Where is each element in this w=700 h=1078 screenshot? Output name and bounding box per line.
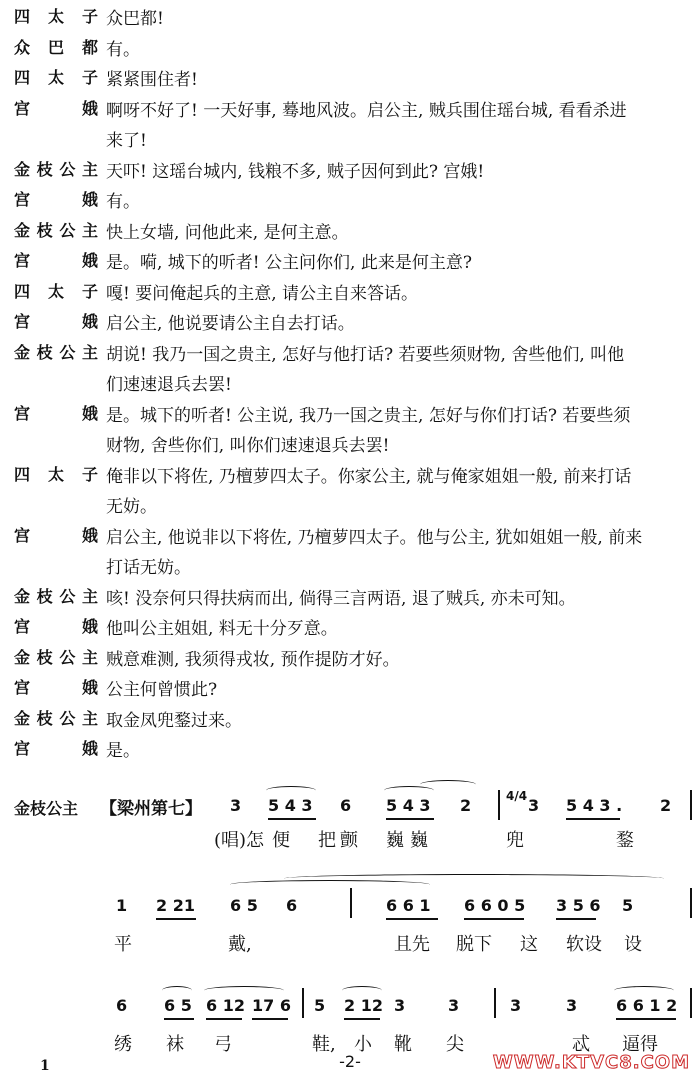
bar-line bbox=[690, 888, 692, 918]
score-qupai: 【梁州第七】 bbox=[100, 799, 202, 819]
speaker-name: 宫 娥 bbox=[14, 525, 98, 545]
score-singer: 金枝公主 bbox=[14, 799, 79, 818]
beam bbox=[556, 918, 596, 920]
lyric: 把 bbox=[318, 830, 336, 851]
lyric: 这 bbox=[520, 934, 538, 955]
speaker-name: 金 枝 公 主 bbox=[14, 159, 98, 179]
dialogue-text: 有。 bbox=[106, 39, 140, 60]
speaker-name: 宫 娥 bbox=[14, 251, 98, 270]
score-note: 3 bbox=[230, 796, 242, 815]
score-note: 3 bbox=[510, 996, 522, 1015]
slur bbox=[284, 874, 664, 883]
score-note: 6 6 0 5 bbox=[464, 896, 526, 915]
lyric: 平 bbox=[114, 934, 132, 955]
score-note: 3 bbox=[566, 996, 578, 1015]
speaker-name: 宫 娥 bbox=[14, 678, 98, 697]
dialogue-text: 有。 bbox=[106, 192, 140, 212]
score-note: 3 5 6 bbox=[556, 896, 601, 915]
bar-line bbox=[302, 988, 304, 1018]
dialogue-text: 紧紧围住者! bbox=[106, 70, 198, 90]
speaker-name: 金 枝 公 主 bbox=[14, 586, 98, 606]
bar-line bbox=[494, 988, 496, 1018]
score-note: 2 21 bbox=[156, 896, 195, 915]
score-note: 3 bbox=[528, 796, 540, 815]
score-note: 6 bbox=[286, 896, 298, 915]
dialogue-text: 嘎! 要问俺起兵的主意, 请公主自来答话。 bbox=[106, 283, 419, 304]
dialogue-text: 快上女墙, 问他此来, 是何主意。 bbox=[106, 222, 349, 243]
bar-line bbox=[690, 790, 692, 820]
score-note: 2 bbox=[460, 796, 472, 815]
speaker-name: 四 太 子 bbox=[14, 464, 98, 484]
score-note: 2 12 bbox=[344, 996, 383, 1015]
speaker-name: 宫 娥 bbox=[14, 312, 98, 331]
lyric: 弓 bbox=[214, 1034, 232, 1055]
dialogue-text: 无妨。 bbox=[106, 497, 157, 517]
score-note: 6 6 1 2 bbox=[616, 996, 678, 1015]
time-signature: 4/4 bbox=[506, 789, 528, 803]
dialogue-text: 众巴都! bbox=[106, 9, 164, 29]
beam bbox=[616, 1018, 676, 1020]
music-score bbox=[0, 760, 700, 1060]
dialogue-text: 启公主, 他说非以下将佐, 乃檀萝四太子。他与公主, 犹如姐姐一般, 前来 bbox=[106, 527, 643, 548]
beam bbox=[164, 1018, 194, 1020]
lyric: 逼得 bbox=[622, 1034, 658, 1055]
score-note: 3 bbox=[448, 996, 460, 1015]
lyric: 鞋, bbox=[312, 1034, 336, 1055]
score-note: 5 bbox=[314, 996, 326, 1015]
dialogue-text: 们速速退兵去罢! bbox=[106, 375, 232, 395]
dialogue-text: 公主何曾惯此? bbox=[106, 680, 218, 700]
dialogue-text: 咳! 没奈何只得扶病而出, 倘得三言两语, 退了贼兵, 亦未可知。 bbox=[106, 588, 576, 609]
slur bbox=[162, 986, 192, 995]
score-note: 5 4 3 . bbox=[566, 796, 623, 815]
beam bbox=[464, 918, 524, 920]
lyric: 巍 bbox=[386, 830, 404, 851]
lyric: 便 bbox=[272, 830, 290, 851]
speaker-name: 金 枝 公 主 bbox=[14, 647, 98, 667]
lyric: 兜 bbox=[506, 830, 524, 851]
dialogue-text: 是。嗬, 城下的听者! 公主问你们, 此来是何主意? bbox=[106, 253, 472, 273]
score-note: 6 bbox=[340, 796, 352, 815]
score-note: 5 bbox=[622, 896, 634, 915]
slur bbox=[614, 986, 674, 995]
speaker-name: 金 枝 公 主 bbox=[14, 342, 98, 362]
speaker-name: 四 太 子 bbox=[14, 68, 98, 87]
dialogue-text: 是。城下的听者! 公主说, 我乃一国之贵主, 怎好与你们打话? 若要些须 bbox=[106, 405, 631, 426]
lyric: 小 bbox=[354, 1034, 372, 1055]
score-note: 2 bbox=[660, 796, 672, 815]
slur bbox=[420, 780, 476, 789]
dialogue-text: 贼意难测, 我须得戎妆, 预作提防才好。 bbox=[106, 649, 400, 670]
dialogue-text: 天吓! 这瑶台城内, 钱粮不多, 贼子因何到此? 宫娥! bbox=[106, 161, 485, 182]
slur bbox=[342, 986, 382, 995]
dialogue-text: 是。 bbox=[106, 741, 140, 761]
bar-line bbox=[498, 790, 500, 820]
score-note: 6 5 bbox=[164, 996, 192, 1015]
lyric: 颤 bbox=[340, 830, 358, 851]
dialogue-text: 启公主, 他说要请公主自去打话。 bbox=[106, 314, 355, 334]
speaker-name: 众 巴 都 bbox=[14, 37, 98, 57]
score-note: 6 5 bbox=[230, 896, 258, 915]
score-note: 6 6 1 bbox=[386, 896, 431, 915]
speaker-name: 四 太 子 bbox=[14, 7, 98, 26]
speaker-name: 四 太 子 bbox=[14, 281, 98, 301]
lyric: 袜 bbox=[166, 1034, 184, 1055]
score-note: 1 bbox=[116, 896, 128, 915]
dialogue-text: 俺非以下将佐, 乃檀萝四太子。你家公主, 就与俺家姐姐一般, 前来打话 bbox=[106, 466, 632, 487]
lyric: 巍 bbox=[410, 830, 428, 851]
dialogue-text: 胡说! 我乃一国之贵主, 怎好与他打话? 若要些须财物, 舍些他们, 叫他 bbox=[106, 344, 625, 365]
score-note: 6 12 bbox=[206, 996, 245, 1015]
lyric: (唱)怎 bbox=[214, 830, 265, 851]
beam bbox=[206, 1018, 242, 1020]
speaker-name: 宫 娥 bbox=[14, 190, 98, 209]
lyric: 且先 bbox=[394, 934, 430, 955]
beam bbox=[386, 918, 438, 920]
lyric: 忒 bbox=[572, 1034, 590, 1055]
score-note: 5 4 3 bbox=[386, 796, 431, 815]
beam bbox=[344, 1018, 380, 1020]
score-note: 5 4 3 bbox=[268, 796, 313, 815]
lyric: 鍪 bbox=[616, 830, 634, 851]
lyric: 靴 bbox=[394, 1034, 412, 1055]
beam bbox=[386, 818, 434, 820]
bar-line bbox=[690, 988, 692, 1018]
speaker-name: 金 枝 公 主 bbox=[14, 220, 98, 240]
beam bbox=[156, 918, 196, 920]
slur bbox=[204, 986, 284, 995]
lyric: 脱下 bbox=[456, 934, 492, 955]
speaker-name: 宫 娥 bbox=[14, 403, 98, 423]
score-note: 6 bbox=[116, 996, 128, 1015]
speaker-name: 金 枝 公 主 bbox=[14, 708, 98, 728]
dialogue-text: 打话无妨。 bbox=[106, 558, 191, 578]
beam bbox=[252, 1018, 288, 1020]
corner-mark: 1 bbox=[40, 1058, 50, 1074]
beam bbox=[268, 818, 316, 820]
bar-line bbox=[350, 888, 352, 918]
beam bbox=[566, 818, 620, 820]
dialogue-text: 取金凤兜鍪过来。 bbox=[106, 710, 242, 731]
lyric: 软设 bbox=[566, 934, 602, 955]
speaker-name: 宫 娥 bbox=[14, 617, 98, 636]
speaker-name: 宫 娥 bbox=[14, 98, 98, 118]
slur bbox=[266, 786, 316, 795]
speaker-name: 宫 娥 bbox=[14, 739, 98, 758]
lyric: 尖 bbox=[446, 1034, 464, 1055]
score-note: 17 6 bbox=[252, 996, 291, 1015]
dialogue-text: 财物, 舍些你们, 叫你们速速退兵去罢! bbox=[106, 436, 390, 456]
dialogue-text: 啊呀不好了! 一天好事, 蓦地风波。启公主, 贼兵围住瑶台城, 看看杀进 bbox=[106, 100, 627, 121]
dialogue-text: 来了! bbox=[106, 131, 147, 151]
lyric: 绣 bbox=[114, 1034, 132, 1055]
page-number: -2- bbox=[339, 1052, 361, 1071]
score-note: 3 bbox=[394, 996, 406, 1015]
lyric: 戴, bbox=[228, 934, 252, 955]
site-watermark: WWW.KTVC8.COM bbox=[492, 1052, 690, 1073]
dialogue-text: 他叫公主姐姐, 料无十分歹意。 bbox=[106, 619, 338, 639]
lyric: 设 bbox=[624, 934, 642, 955]
